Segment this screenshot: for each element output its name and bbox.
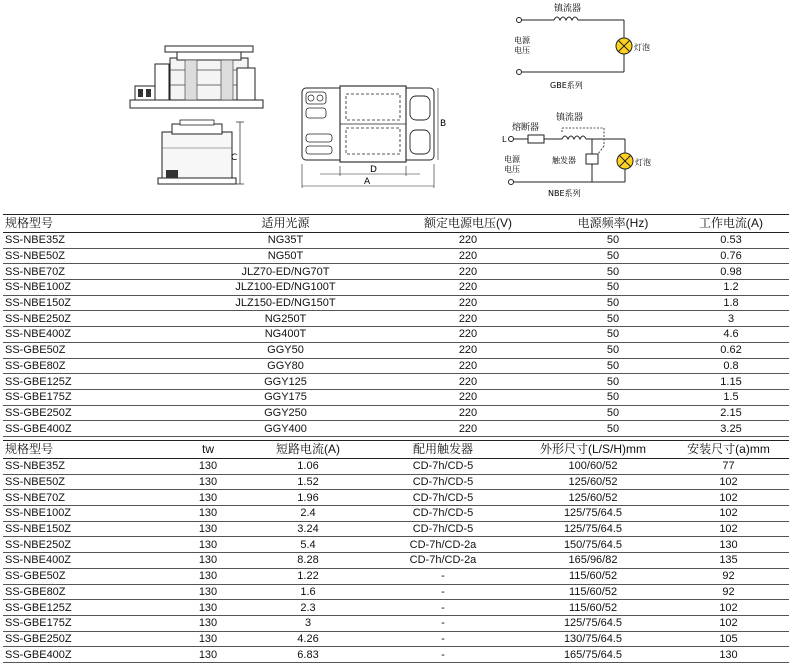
cell-model: SS-NBE250Z [3,537,168,553]
cell-frequency: 50 [553,374,673,390]
cell-tw: 130 [168,553,248,569]
cell-outline-size: 115/60/52 [518,568,668,584]
gbe-series-label: GBE系列 [550,81,583,90]
cell-voltage: 220 [383,233,553,249]
cell-tw: 130 [168,631,248,647]
cell-mount-size: 105 [668,631,789,647]
dimension-spec-table [3,440,789,663]
dimension-label-b: B [440,119,447,129]
dimension-label-a: A [364,177,371,187]
cell-light-source: NG400T [188,327,383,343]
table-row [3,647,789,663]
cell-ignitor: - [368,615,518,631]
cell-current: 3 [673,311,789,327]
cell-model: SS-GBE400Z [3,421,188,437]
cell-model: SS-NBE35Z [3,233,188,249]
cell-tw: 130 [168,490,248,506]
table-row [3,264,789,280]
cell-model: SS-GBE250Z [3,405,188,421]
table-row [3,248,789,264]
cell-tw: 130 [168,568,248,584]
cell-model: SS-NBE50Z [3,474,168,490]
cell-outline-size: 125/60/52 [518,490,668,506]
cell-light-source: GGY250 [188,405,383,421]
cell-voltage: 220 [383,311,553,327]
col-header-light-source: 适用光源 [188,215,383,233]
cell-model: SS-GBE250Z [3,631,168,647]
col-header-tw: tw [168,441,248,459]
cell-model: SS-NBE250Z [3,311,188,327]
cell-tw: 130 [168,615,248,631]
cell-voltage: 220 [383,342,553,358]
table-row [3,490,789,506]
ballast-top-view [298,82,448,192]
col-header-short-circuit-current: 短路电流(A) [248,441,368,459]
cell-voltage: 220 [383,280,553,296]
cell-frequency: 50 [553,264,673,280]
cell-outline-size: 150/75/64.5 [518,537,668,553]
cell-current: 0.98 [673,264,789,280]
cell-ignitor: CD-7h/CD-5 [368,459,518,475]
table-row [3,600,789,616]
col-header-frequency: 电源频率(Hz) [553,215,673,233]
table-row [3,568,789,584]
cell-mount-size: 102 [668,474,789,490]
cell-outline-size: 165/96/82 [518,553,668,569]
cell-tw: 130 [168,537,248,553]
cell-voltage: 220 [383,374,553,390]
gbe-source-label-1: 电源 [514,36,530,45]
cell-model: SS-GBE80Z [3,584,168,600]
cell-light-source: JLZ150-ED/NG150T [188,295,383,311]
cell-outline-size: 115/60/52 [518,600,668,616]
cell-mount-size: 77 [668,459,789,475]
table-row [3,537,789,553]
cell-light-source: GGY50 [188,342,383,358]
cell-frequency: 50 [553,233,673,249]
table-row [3,311,789,327]
cell-outline-size: 125/75/64.5 [518,506,668,522]
cell-short-circuit-current: 6.83 [248,647,368,663]
ballast-side-view [125,40,270,112]
cell-ignitor: CD-7h/CD-5 [368,474,518,490]
cell-outline-size: 100/60/52 [518,459,668,475]
cell-ignitor: CD-7h/CD-5 [368,521,518,537]
cell-tw: 130 [168,474,248,490]
cell-short-circuit-current: 1.6 [248,584,368,600]
cell-mount-size: 135 [668,553,789,569]
cell-current: 3.25 [673,421,789,437]
cell-voltage: 220 [383,327,553,343]
table-header-row [3,441,789,459]
nbe-source-label-2: 电压 [504,165,520,174]
cell-frequency: 50 [553,405,673,421]
cell-outline-size: 115/60/52 [518,584,668,600]
cell-model: SS-NBE100Z [3,280,188,296]
cell-model: SS-NBE70Z [3,264,188,280]
cell-model: SS-NBE150Z [3,295,188,311]
cell-current: 1.15 [673,374,789,390]
nbe-source-label-1: 电源 [504,155,520,164]
cell-short-circuit-current: 1.96 [248,490,368,506]
col-header-model: 规格型号 [3,215,188,233]
cell-mount-size: 130 [668,647,789,663]
cell-model: SS-GBE80Z [3,358,188,374]
cell-voltage: 220 [383,264,553,280]
cell-model: SS-NBE100Z [3,506,168,522]
table-row [3,295,789,311]
table-row [3,474,789,490]
cell-light-source: NG35T [188,233,383,249]
cell-tw: 130 [168,584,248,600]
cell-outline-size: 125/75/64.5 [518,615,668,631]
cell-outline-size: 130/75/64.5 [518,631,668,647]
cell-light-source: GGY175 [188,389,383,405]
table-row [3,521,789,537]
cell-light-source: GGY125 [188,374,383,390]
cell-model: SS-GBE50Z [3,342,188,358]
cell-model: SS-NBE150Z [3,521,168,537]
cell-short-circuit-current: 2.4 [248,506,368,522]
cell-ignitor: - [368,568,518,584]
cell-frequency: 50 [553,311,673,327]
cell-model: SS-NBE50Z [3,248,188,264]
col-header-current: 工作电流(A) [673,215,789,233]
nbe-ignitor-label: 触发器 [552,156,576,165]
electrical-spec-table [3,214,789,437]
cell-ignitor: CD-7h/CD-5 [368,490,518,506]
nbe-circuit-diagram [500,110,670,202]
dimension-label-c: C [231,153,238,163]
cell-ignitor: - [368,647,518,663]
cell-current: 2.15 [673,405,789,421]
col-header-mount-size: 安装尺寸(a)mm [668,441,789,459]
cell-outline-size: 125/75/64.5 [518,521,668,537]
cell-voltage: 220 [383,358,553,374]
cell-mount-size: 102 [668,615,789,631]
cell-short-circuit-current: 1.06 [248,459,368,475]
dimension-label-d: D [370,165,377,175]
cell-model: SS-NBE70Z [3,490,168,506]
cell-model: SS-GBE125Z [3,600,168,616]
cell-frequency: 50 [553,295,673,311]
cell-current: 1.8 [673,295,789,311]
nbe-fuse-label: 熔断器 [512,123,540,133]
table-row [3,584,789,600]
cell-light-source: NG250T [188,311,383,327]
cell-voltage: 220 [383,248,553,264]
cell-current: 1.2 [673,280,789,296]
cell-model: SS-GBE400Z [3,647,168,663]
cell-current: 4.6 [673,327,789,343]
cell-ignitor: - [368,600,518,616]
table-row [3,506,789,522]
gbe-lamp-label: 灯泡 [634,43,650,52]
cell-frequency: 50 [553,342,673,358]
gbe-source-label-2: 电压 [514,46,530,55]
cell-frequency: 50 [553,248,673,264]
nbe-series-label: NBE系列 [548,189,581,198]
cell-light-source: NG50T [188,248,383,264]
table-row [3,233,789,249]
cell-frequency: 50 [553,327,673,343]
col-header-outline-size: 外形尺寸(L/S/H)mm [518,441,668,459]
table-row [3,327,789,343]
table-header-row [3,215,789,233]
nbe-ballast-label: 镇流器 [556,113,584,123]
cell-outline-size: 125/60/52 [518,474,668,490]
cell-current: 0.76 [673,248,789,264]
nbe-lamp-label: 灯泡 [635,158,651,167]
cell-outline-size: 165/75/64.5 [518,647,668,663]
cell-model: SS-NBE35Z [3,459,168,475]
cell-frequency: 50 [553,421,673,437]
table-row [3,389,789,405]
cell-mount-size: 130 [668,537,789,553]
cell-tw: 130 [168,521,248,537]
cell-mount-size: 102 [668,600,789,616]
cell-model: SS-GBE175Z [3,615,168,631]
cell-current: 1.5 [673,389,789,405]
cell-voltage: 220 [383,405,553,421]
cell-tw: 130 [168,647,248,663]
cell-short-circuit-current: 3 [248,615,368,631]
cell-frequency: 50 [553,389,673,405]
cell-model: SS-GBE175Z [3,389,188,405]
cell-frequency: 50 [553,280,673,296]
cell-tw: 130 [168,506,248,522]
table-row [3,553,789,569]
cell-model: SS-NBE400Z [3,327,188,343]
col-header-model: 规格型号 [3,441,168,459]
gbe-ballast-label: 镇流器 [554,4,582,14]
cell-voltage: 220 [383,389,553,405]
cell-short-circuit-current: 1.52 [248,474,368,490]
cell-short-circuit-current: 5.4 [248,537,368,553]
table-row [3,405,789,421]
cell-ignitor: CD-7h/CD-2a [368,553,518,569]
cell-light-source: GGY80 [188,358,383,374]
cell-light-source: JLZ70-ED/NG70T [188,264,383,280]
cell-tw: 130 [168,600,248,616]
cell-short-circuit-current: 8.28 [248,553,368,569]
cell-frequency: 50 [553,358,673,374]
cell-mount-size: 102 [668,490,789,506]
cell-ignitor: CD-7h/CD-2a [368,537,518,553]
cell-short-circuit-current: 2.3 [248,600,368,616]
cell-ignitor: - [368,584,518,600]
cell-light-source: JLZ100-ED/NG100T [188,280,383,296]
cell-short-circuit-current: 3.24 [248,521,368,537]
gbe-circuit-diagram [508,0,668,96]
cell-light-source: GGY400 [188,421,383,437]
cell-model: SS-GBE50Z [3,568,168,584]
cell-mount-size: 92 [668,568,789,584]
cell-mount-size: 102 [668,506,789,522]
cell-mount-size: 92 [668,584,789,600]
table-row [3,342,789,358]
col-header-voltage: 额定电源电压(V) [383,215,553,233]
cell-voltage: 220 [383,421,553,437]
table-row [3,615,789,631]
cell-ignitor: CD-7h/CD-5 [368,506,518,522]
table-row [3,459,789,475]
cell-short-circuit-current: 1.22 [248,568,368,584]
cell-ignitor: - [368,631,518,647]
cell-current: 0.8 [673,358,789,374]
table-row [3,280,789,296]
table-row [3,374,789,390]
col-header-ignitor: 配用触发器 [368,441,518,459]
cell-model: SS-NBE400Z [3,553,168,569]
nbe-terminal-l: L [502,135,507,144]
cell-current: 0.62 [673,342,789,358]
cell-short-circuit-current: 4.26 [248,631,368,647]
cell-voltage: 220 [383,295,553,311]
ballast-front-view [150,118,250,196]
table-row [3,358,789,374]
table-row [3,421,789,437]
cell-tw: 130 [168,459,248,475]
table-row [3,631,789,647]
cell-model: SS-GBE125Z [3,374,188,390]
cell-mount-size: 102 [668,521,789,537]
cell-current: 0.53 [673,233,789,249]
